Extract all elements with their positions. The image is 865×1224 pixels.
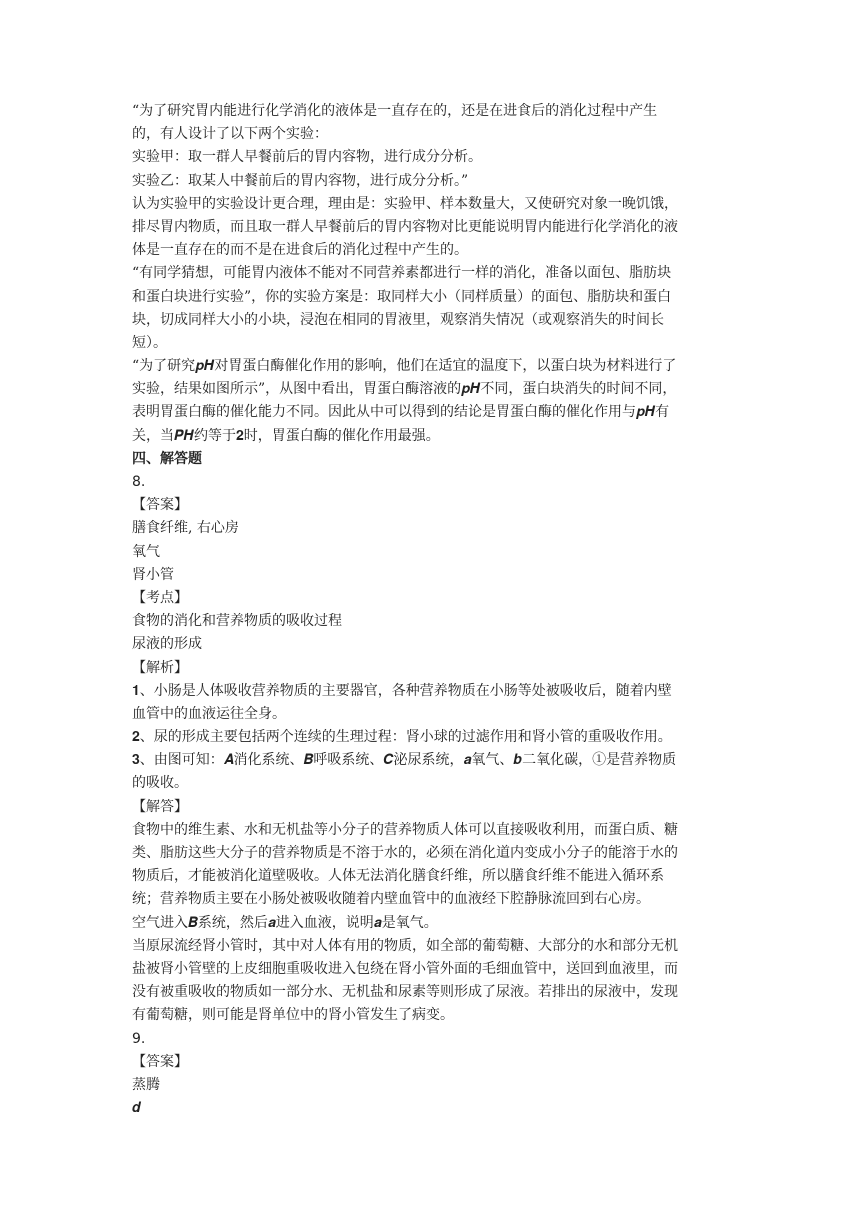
text-line: 和蛋白块进行实验”，你的实验方案是：取同样大小（同样质量）的面包、脂肪块和蛋白 <box>132 288 672 305</box>
text-line: 的吸收。 <box>132 775 188 792</box>
text-line: 盐被肾小管壁的上皮细胞重吸收进入包绕在肾小管外面的毛细血管中，送回到血液里，而 <box>132 960 678 977</box>
topic-label: 【考点】 <box>132 589 188 606</box>
text-line: 食物中的维生素、水和无机盐等小分子的营养物质人体可以直接吸收利用，而蛋白质、糖 <box>132 821 678 838</box>
document-page <box>132 100 737 1120</box>
text-line: 有葡萄糖，则可能是肾单位中的肾小管发生了病变。 <box>132 1007 454 1024</box>
question-number: 9. <box>132 1030 146 1047</box>
text-line: 𝒅 <box>132 1100 141 1117</box>
text-line: 体是一直存在的而不是在进食后的消化过程中产生的。 <box>132 242 468 259</box>
text-line: 没有被重吸收的物质如一部分水、无机盐和尿素等则形成了尿液。若排出的尿液中，发现 <box>132 984 678 1001</box>
solution-label: 【解答】 <box>132 798 188 815</box>
text-line: 实验甲：取一群人早餐前后的胃内容物，进行成分分析。 <box>132 149 482 166</box>
text-line: 的，有人设计了以下两个实验： <box>132 126 328 143</box>
text-line: 食物的消化和营养物质的吸收过程 <box>132 613 342 630</box>
text-line: 块，切成同样大小的小块，浸泡在相同的胃液里，观察消失情况（或观察消失的时间长 <box>132 311 664 328</box>
text-line: 认为实验甲的实验设计更合理，理由是：实验甲、样本数量大，又使研究对象一晚饥饿， <box>132 195 678 212</box>
text-line: 类、脂肪这些大分子的营养物质是不溶于水的，必须在消化道内变成小分子的能溶于水的 <box>132 845 678 861</box>
answer-label: 【答案】 <box>132 1053 188 1070</box>
text-line: 排尽胃内物质，而且取一群人早餐前后的胃内容物对比更能说明胃内能进行化学消化的液 <box>132 218 678 235</box>
section-heading: 四、解答题 <box>132 450 202 467</box>
analysis-label: 【解析】 <box>132 659 188 676</box>
text-line: “为了研究𝒑𝑯对胃蛋白酶催化作用的影响，他们在适宜的温度下，以蛋白块为材料进行了 <box>132 358 677 375</box>
answer-label: 【答案】 <box>132 497 188 514</box>
text-line: 空气进入𝑩系统，然后𝒂进入血液，说明𝒂是氧气。 <box>132 914 438 931</box>
text-line: 𝟑、由图可知：𝑨消化系统、𝑩呼吸系统、𝑪泌尿系统，𝒂氧气、𝒃二氧化碳，①是营养物质 <box>132 752 677 769</box>
text-line: 𝟏、小肠是人体吸收营养物质的主要器官，各种营养物质在小肠等处被吸收后，随着内壁 <box>132 682 672 699</box>
text-line: 肾小管 <box>132 566 174 583</box>
text-line: 氧气 <box>132 543 160 560</box>
text-line: 实验，结果如图所示”，从图中看出，胃蛋白酶溶液的𝒑𝑯不同，蛋白块消失的时间不同， <box>132 381 677 398</box>
text-line: 血管中的血液运往全身。 <box>132 705 286 722</box>
text-line: 尿液的形成 <box>132 636 202 653</box>
text-line: “为了研究胃内能进行化学消化的液体是一直存在的，还是在进食后的消化过程中产生 <box>132 103 658 119</box>
text-line: “有同学猜想，可能胃内液体不能对不同营养素都进行一样的消化，准备以面包、脂肪块 <box>132 265 672 282</box>
text-line: 物质后，才能被消化道壁吸收。人体无法消化膳食纤维，所以膳食纤维不能进入循环系 <box>132 868 664 885</box>
text-line: 表明胃蛋白酶的催化能力不同。因此从中可以得到的结论是胃蛋白酶的催化作用与𝒑𝑯有 <box>132 404 670 421</box>
text-line: 关，当𝑷𝑯约等于𝟐时，胃蛋白酶的催化作用最强。 <box>132 427 440 444</box>
text-line: 蒸腾 <box>132 1076 160 1093</box>
text-line: 统；营养物质主要在小肠处被吸收随着内壁血管中的血液经下腔静脉流回到右心房。 <box>132 891 650 908</box>
text-line: 膳食纤维, 右心房 <box>132 520 239 537</box>
text-line: 短）。 <box>132 334 167 351</box>
text-line: 实验乙：取某人中餐前后的胃内容物，进行成分分析。” <box>132 172 469 189</box>
text-line: 当原尿流经肾小管时，其中对人体有用的物质，如全部的葡萄糖、大部分的水和部分无机 <box>132 937 678 954</box>
text-line: 𝟐、尿的形成主要包括两个连续的生理过程：肾小球的过滤作用和肾小管的重吸收作用。 <box>132 729 672 746</box>
question-number: 8. <box>132 474 146 490</box>
